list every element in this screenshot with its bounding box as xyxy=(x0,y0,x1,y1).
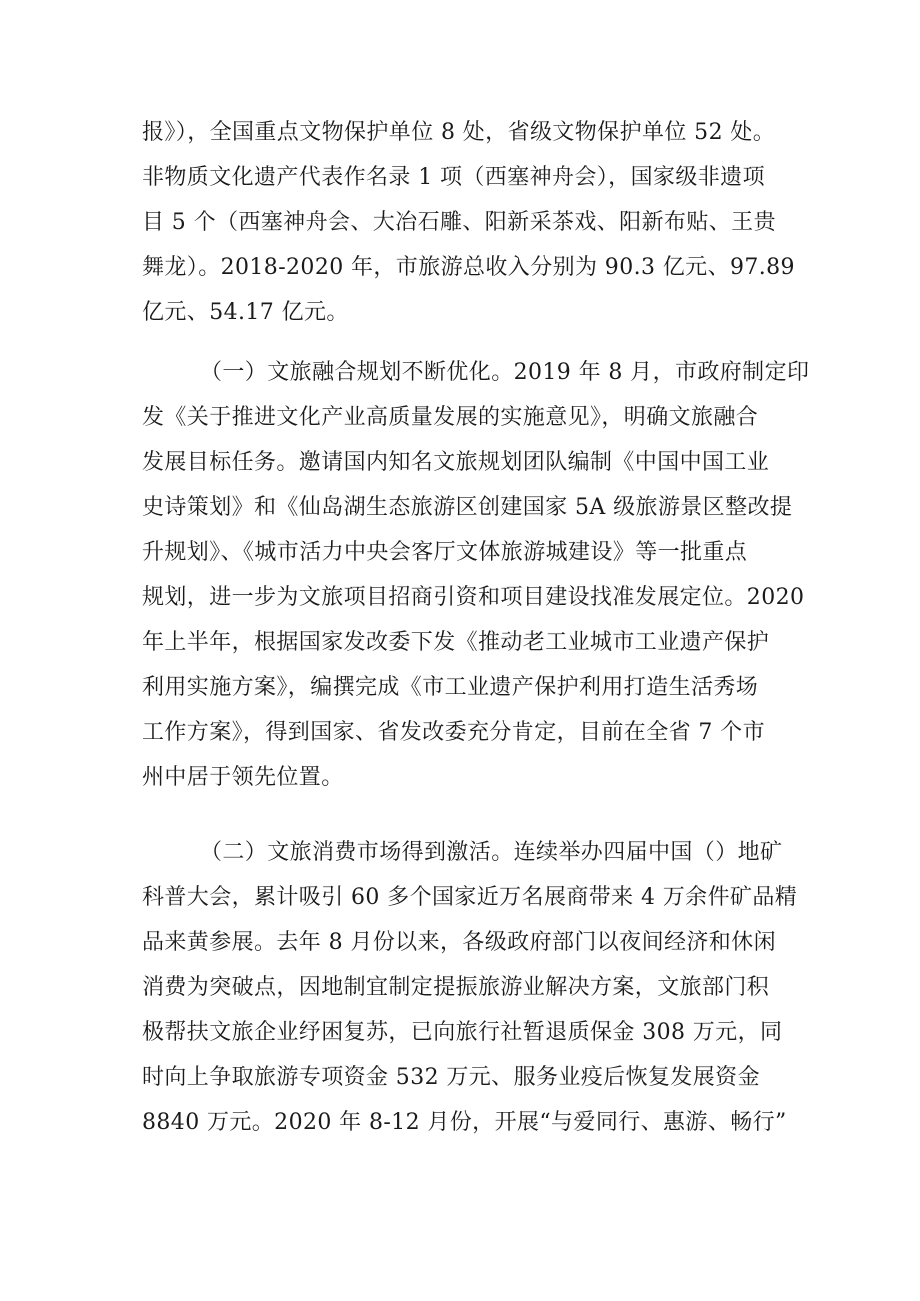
text-line: 报》），全国重点文物保护单位 8 处，省级文物保护单位 52 处。 xyxy=(142,120,776,145)
text-line: 8840 万元。2020 年 8-12 月份，开展“与爱同行、惠游、畅行” xyxy=(142,1110,787,1135)
text-line: 利用实施方案》，编撰完成《市工业遗产保护利用打造生活秀场 xyxy=(142,675,759,700)
text-line: 时向上争取旅游专项资金 532 万元、服务业疫后恢复发展资金 xyxy=(142,1065,760,1090)
text-line: 年上半年，根据国家发改委下发《推动老工业城市工业遗产保护 xyxy=(142,630,770,655)
text-line: 品来黄参展。去年 8 月份以来，各级政府部门以夜间经济和休闲 xyxy=(142,930,776,955)
text-line: 目 5 个（西塞神舟会、大冶石雕、阳新采茶戏、阳新布贴、王贵 xyxy=(142,210,776,235)
text-line: 规划，进一步为文旅项目招商引资和项目建设找准发展定位。2020 xyxy=(142,585,805,610)
text-line: 非物质文化遗产代表作名录 1 项（西塞神舟会），国家级非遗项 xyxy=(142,165,765,190)
text-line: 科普大会，累计吸引 60 多个国家近万名展商带来 4 万余件矿品精 xyxy=(142,885,798,910)
text-line: 升规划》、《城市活力中央会客厅文体旅游城建设》等一批重点 xyxy=(142,540,748,565)
text-line: 史诗策划》和《仙岛湖生态旅游区创建国家 5A 级旅游景区整改提 xyxy=(142,495,793,520)
text-line: 发《关于推进文化产业高质量发展的实施意见》，明确文旅融合 xyxy=(142,405,759,430)
text-line: （二）文旅消费市场得到激活。连续举办四届中国（）地矿 xyxy=(200,840,783,865)
text-line: （一）文旅融合规划不断优化。2019 年 8 月，市政府制定印 xyxy=(200,360,810,385)
text-line: 极帮扶文旅企业纾困复苏，已向旅行社暂退质保金 308 万元，同 xyxy=(142,1020,783,1045)
text-line: 工作方案》，得到国家、省发改委充分肯定，目前在全省 7 个市 xyxy=(142,720,765,745)
text-line: 舞龙）。2018-2020 年，市旅游总收入分别为 90.3 亿元、97.89 xyxy=(142,255,795,280)
text-line: 亿元、54.17 亿元。 xyxy=(142,300,349,325)
paragraph-heritage-summary xyxy=(142,110,795,335)
text-line: 发展目标任务。邀请国内知名文旅规划团队编制《中国中国工业 xyxy=(142,450,770,475)
text-line: 消费为突破点，因地制宜制定提振旅游业解决方案，文旅部门积 xyxy=(142,975,770,1000)
text-line: 州中居于领先位置。 xyxy=(142,765,344,790)
paragraph-planning-optimization xyxy=(142,350,810,800)
paragraph-consumer-market xyxy=(142,830,798,1145)
